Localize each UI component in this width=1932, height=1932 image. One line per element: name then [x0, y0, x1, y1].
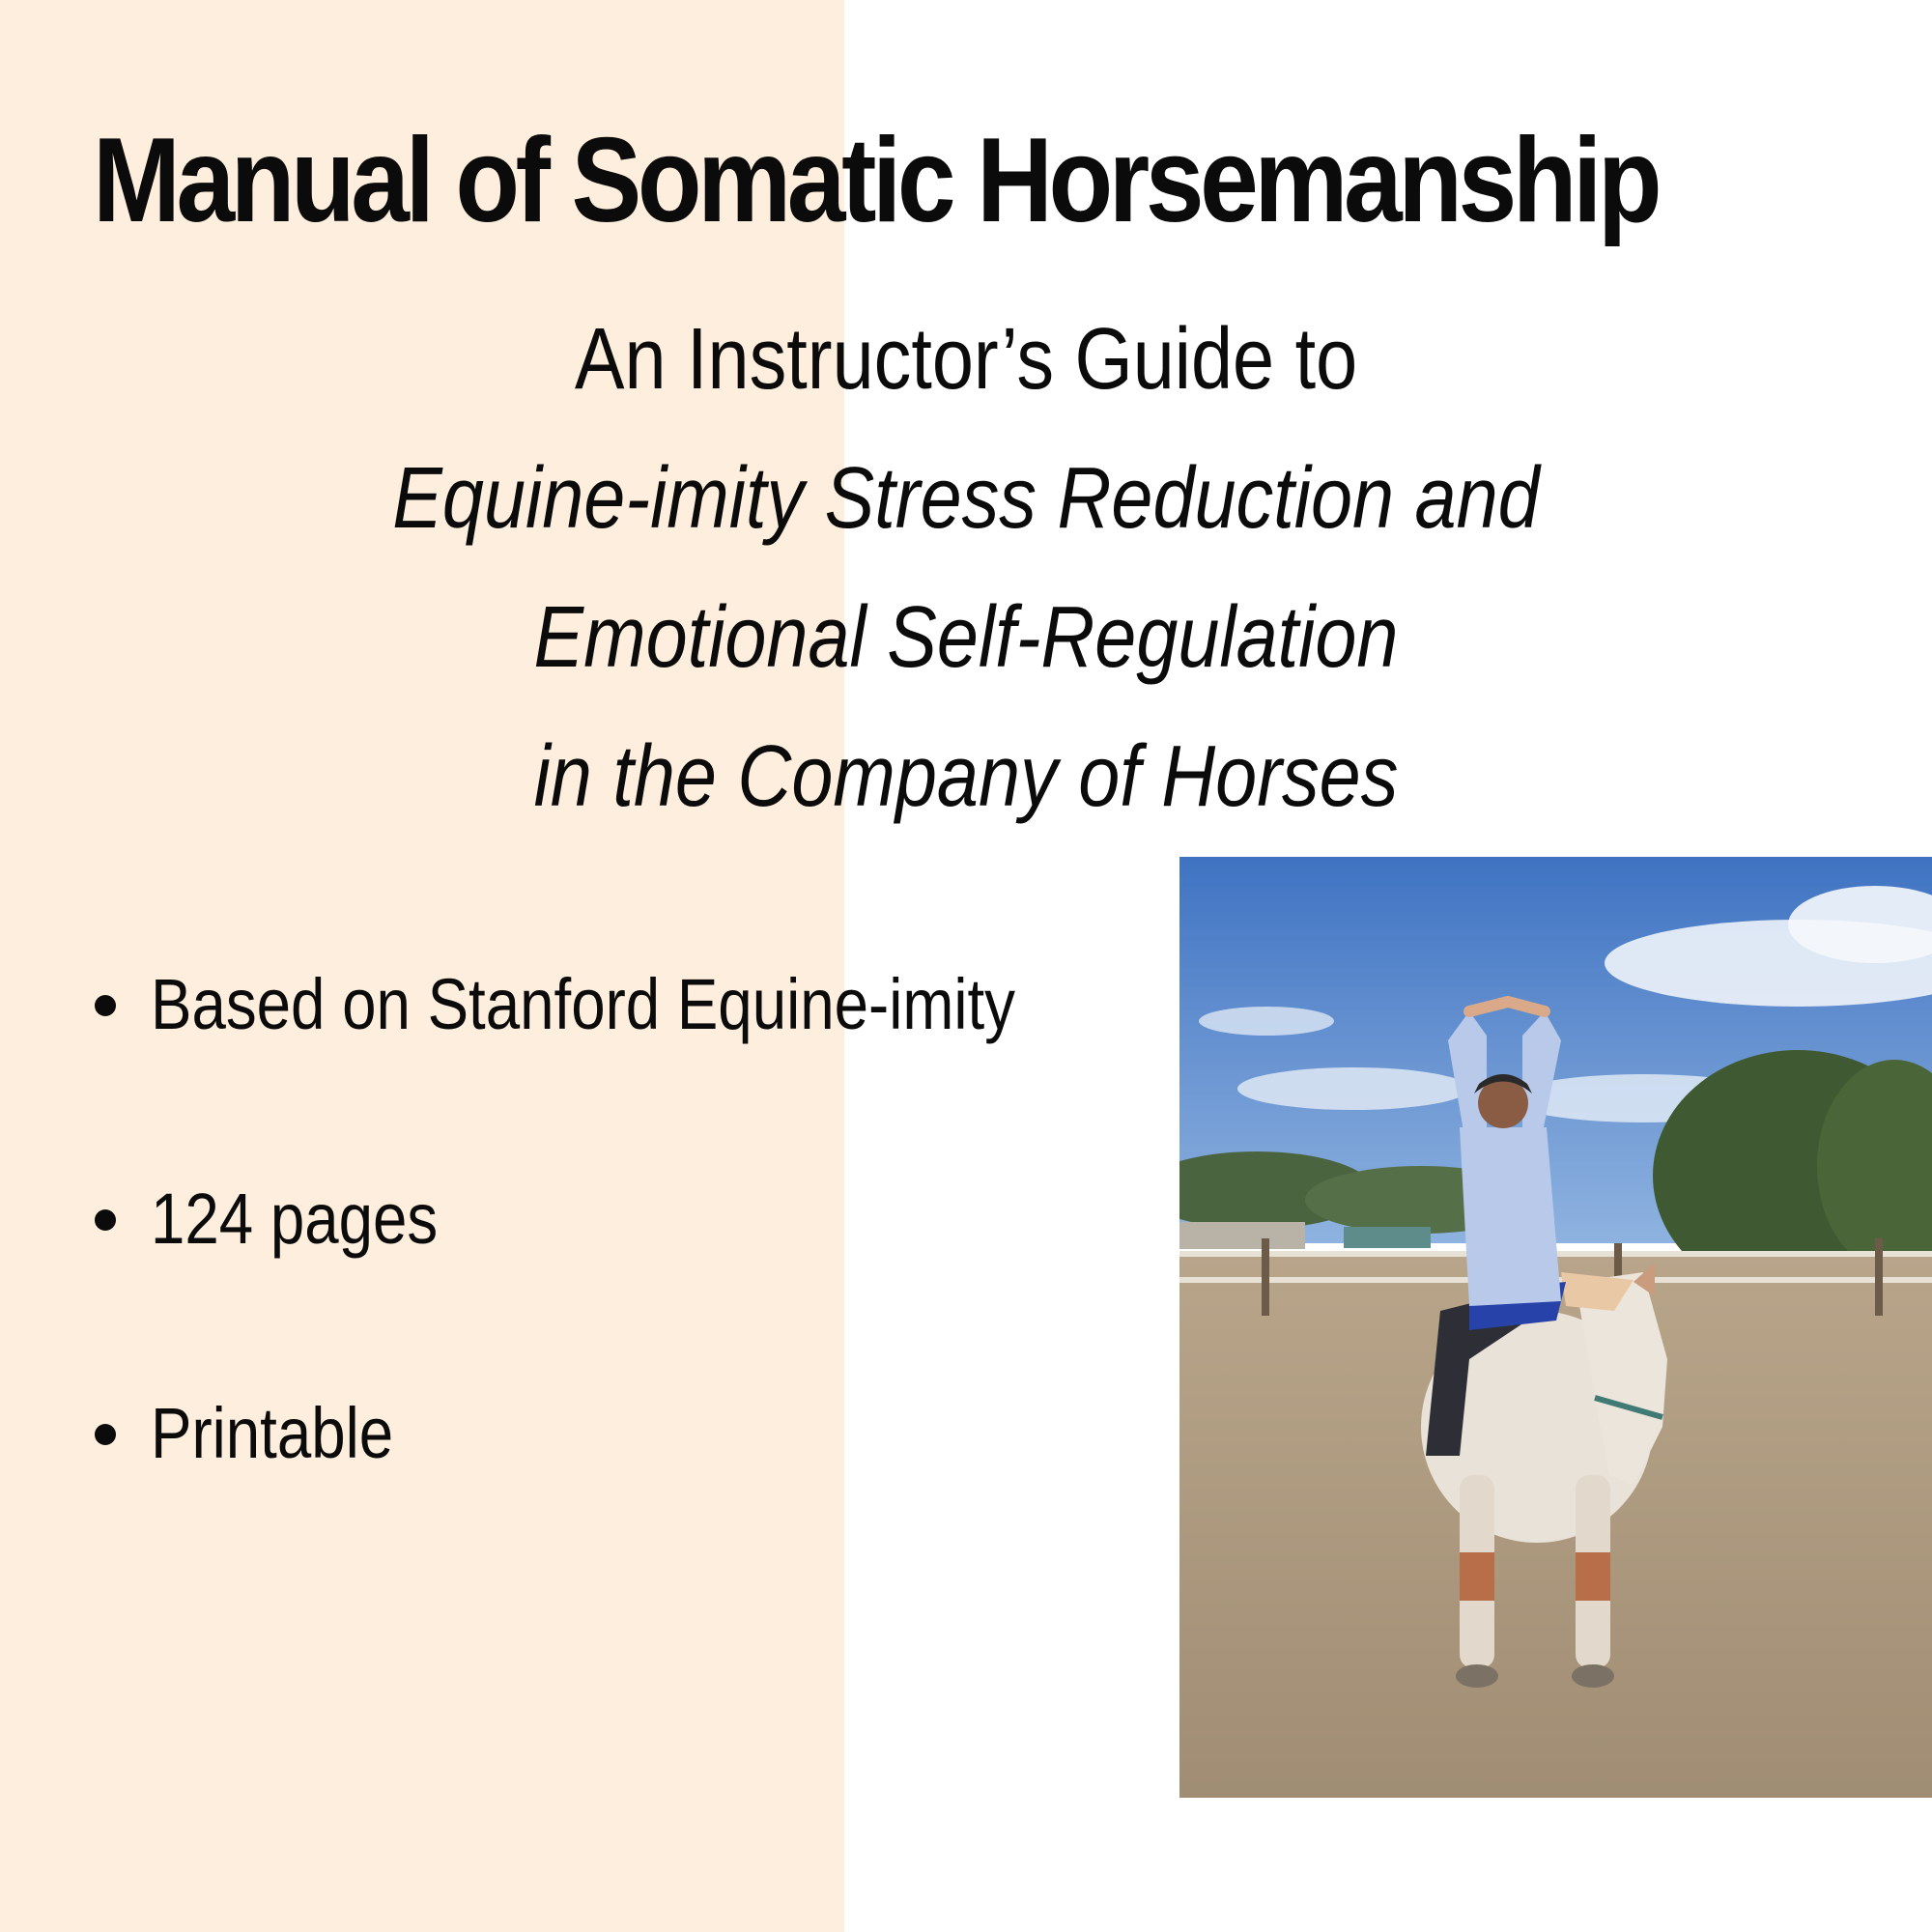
feature-label: Based on Stanford Equine-imity — [151, 964, 1016, 1044]
subtitle-block — [0, 290, 1932, 846]
subtitle-line-3: Emotional Self-Regulation — [533, 589, 1399, 686]
subtitle-line-4: in the Company of Horses — [533, 728, 1399, 825]
rider-on-horse-photo — [1179, 857, 1932, 1798]
bullet-dot-icon — [95, 1209, 116, 1231]
feature-label: Printable — [151, 1393, 394, 1473]
subtitle-line-2: Equine-imity Stress Reduction and — [392, 450, 1540, 547]
bullet-dot-icon — [95, 995, 116, 1016]
feature-label: 124 pages — [151, 1179, 439, 1259]
bullet-dot-icon — [95, 1424, 116, 1445]
subtitle-line-1: An Instructor’s Guide to — [574, 311, 1358, 408]
product-title: Manual of Somatic Horsemanship — [93, 114, 1659, 247]
